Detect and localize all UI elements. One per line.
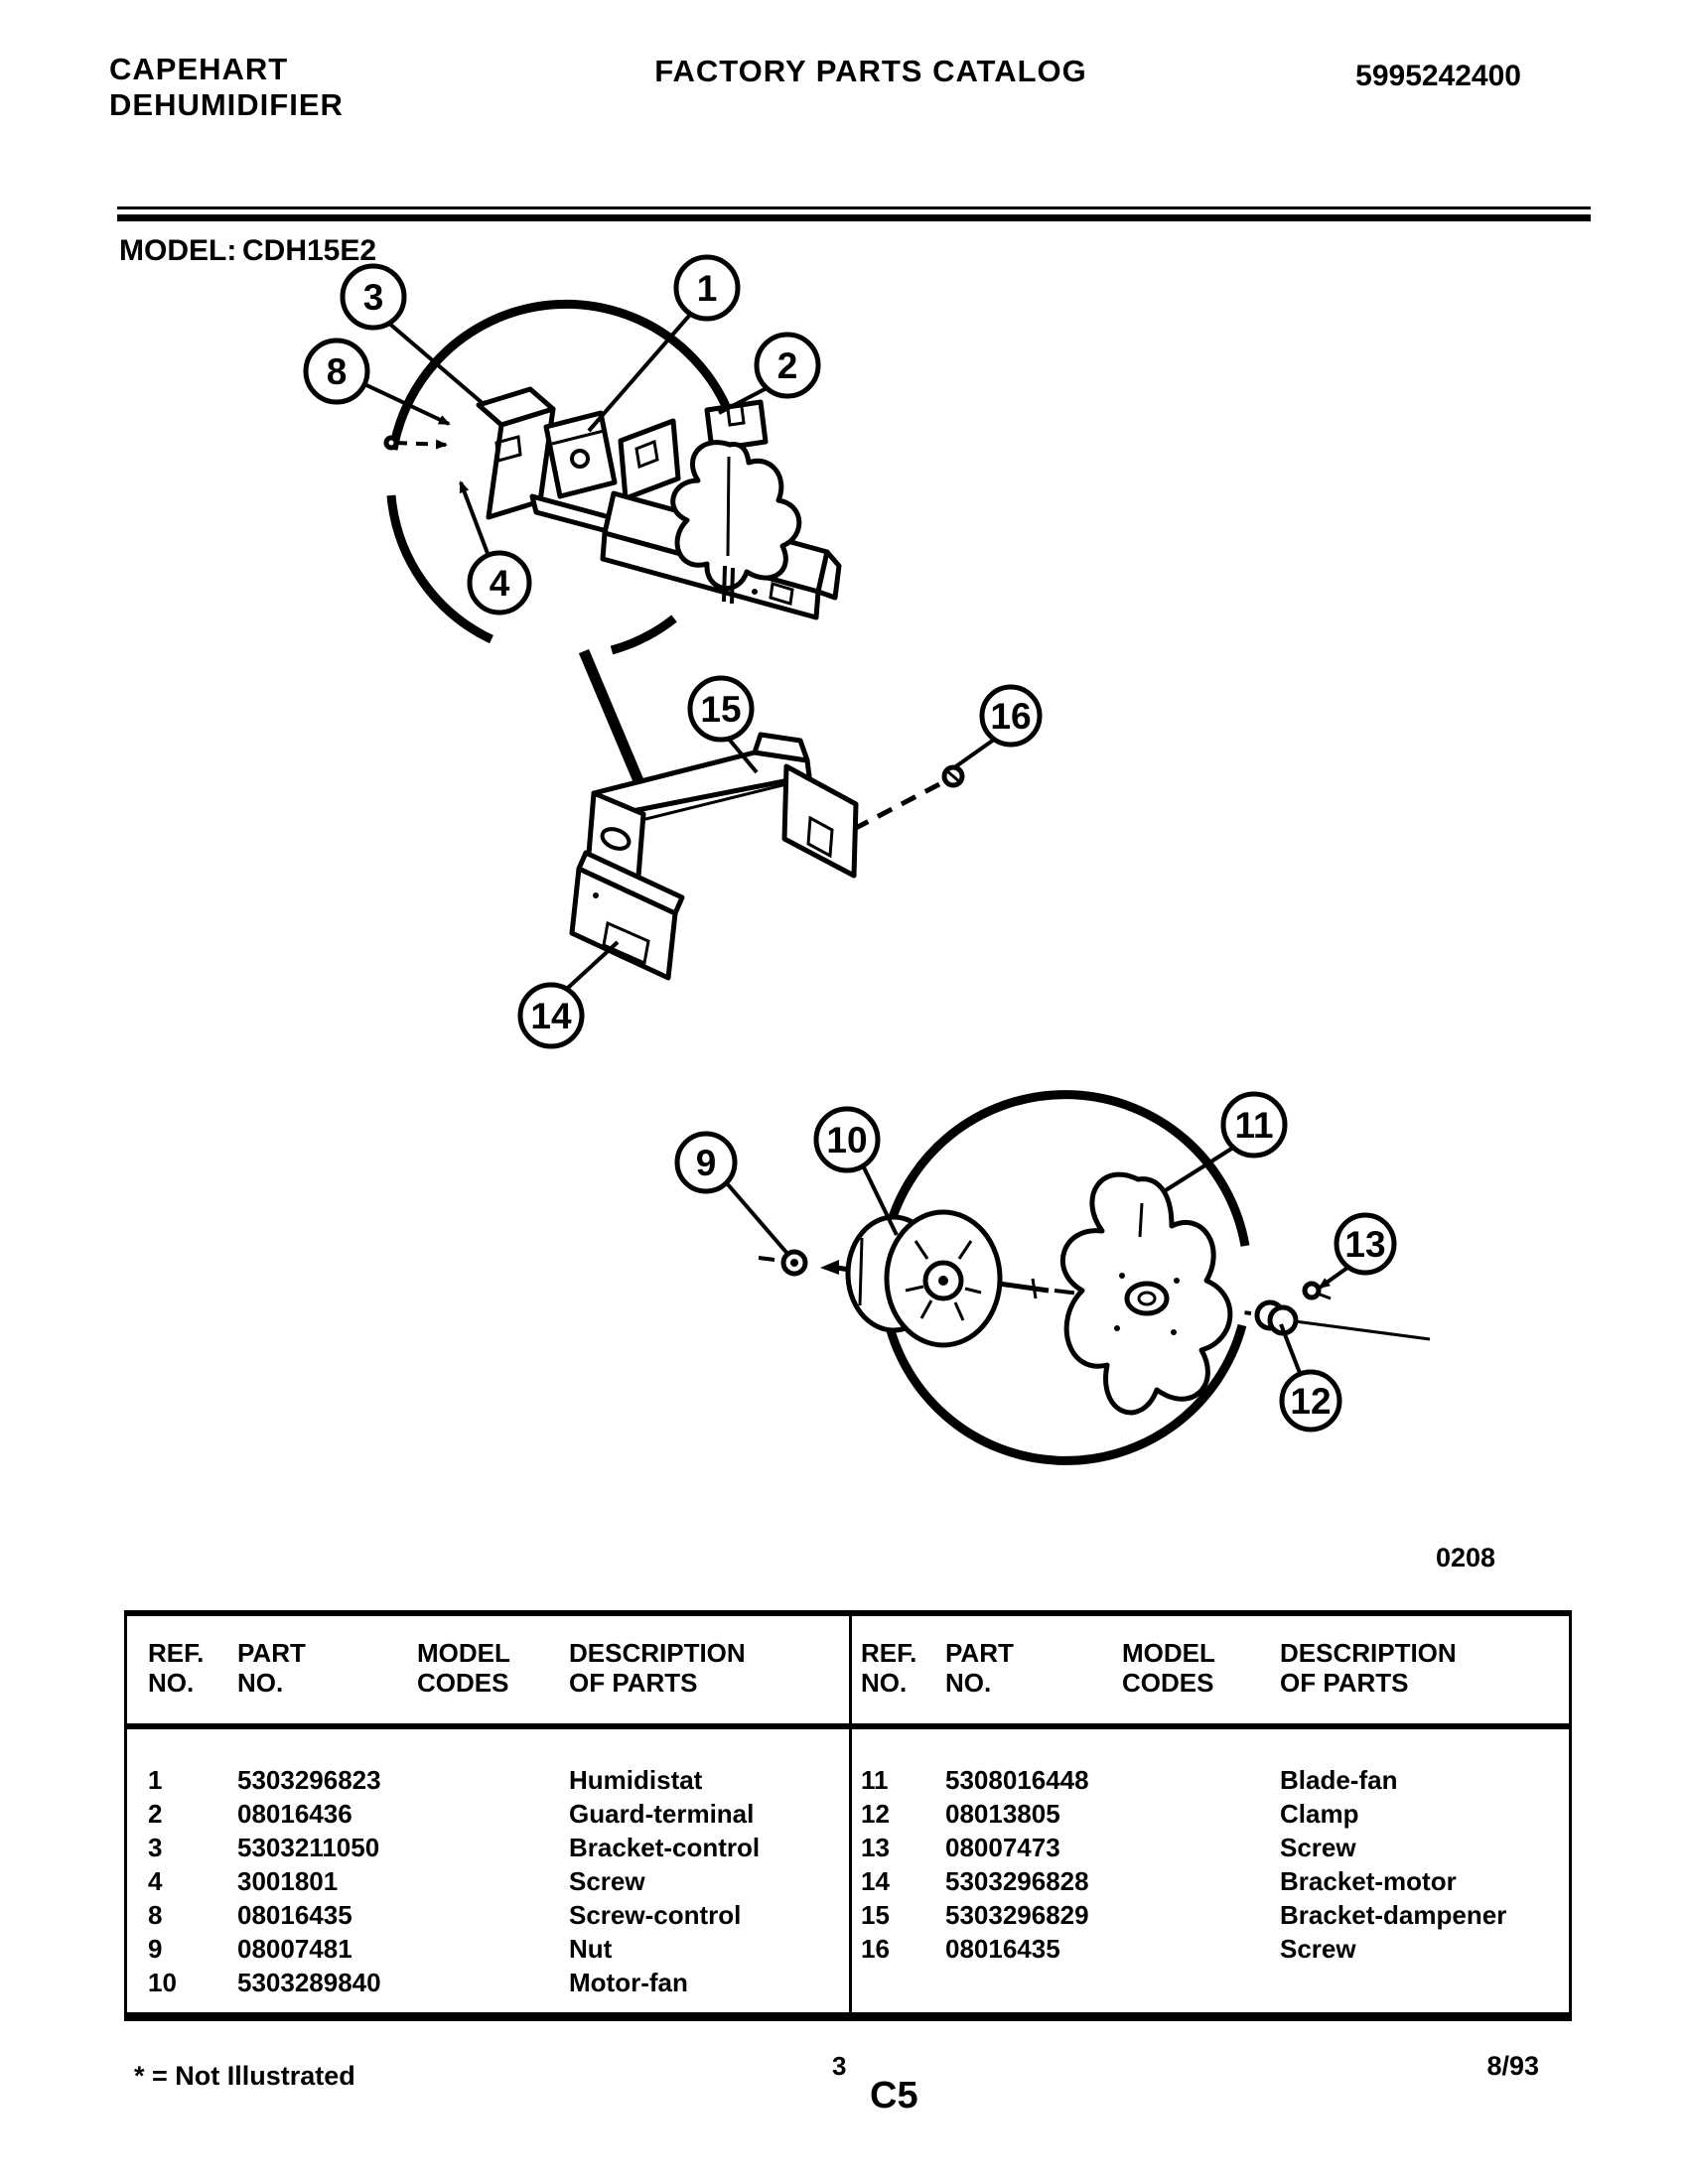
- callout-14-leader: [568, 942, 618, 988]
- cell-desc: Nut: [569, 1934, 613, 1964]
- cell-part: 08016435: [237, 1900, 352, 1930]
- callout-4-number: 4: [489, 563, 510, 604]
- table-row: [852, 1831, 1569, 1864]
- table-row: [127, 1898, 849, 1932]
- table-row: [852, 1797, 1569, 1831]
- callout-16: [953, 687, 1040, 768]
- cell-desc: Bracket-dampener: [1280, 1900, 1507, 1930]
- col-header-codes: MODEL CODES: [417, 1638, 510, 1698]
- cell-desc: Humidistat: [569, 1765, 703, 1795]
- callout-4-leader: [461, 482, 489, 556]
- date-code: 8/93: [1486, 2051, 1539, 2081]
- cell-part: 08007473: [945, 1833, 1060, 1862]
- callout-12-number: 12: [1290, 1381, 1332, 1422]
- cell-part: 08016436: [237, 1799, 352, 1829]
- cell-codes: [1122, 1831, 1280, 1864]
- fan-motor-drawing: [820, 1212, 1049, 1345]
- cell-desc: Clamp: [1280, 1799, 1359, 1829]
- callout-1-number: 1: [696, 268, 718, 309]
- cell-ref: 16: [861, 1934, 890, 1964]
- table-rows-left: [127, 1729, 849, 1999]
- table-row: [852, 1898, 1569, 1932]
- cell-ref: 4: [148, 1866, 163, 1896]
- table-row: [127, 1864, 849, 1898]
- parts-table: [124, 1610, 1572, 2021]
- callout-14: [520, 942, 618, 1046]
- cell-part: 08013805: [945, 1799, 1060, 1829]
- callout-8: [306, 341, 449, 424]
- cell-codes: [1122, 1763, 1280, 1797]
- cell-desc: Screw: [1280, 1934, 1356, 1964]
- clamp-drawing: [1257, 1302, 1296, 1333]
- table-row: [852, 1932, 1569, 1966]
- parts-table-left: [127, 1616, 852, 2012]
- cell-part: 08016435: [945, 1934, 1060, 1964]
- cell-desc: Screw-control: [569, 1900, 742, 1930]
- col-header-ref: REF. NO.: [148, 1638, 205, 1698]
- cell-ref: 14: [861, 1866, 890, 1896]
- cell-ref: 11: [861, 1765, 889, 1795]
- cell-desc: Blade-fan: [1280, 1765, 1398, 1795]
- table-row: [127, 1797, 849, 1831]
- callout-9-leader: [727, 1183, 789, 1256]
- cell-part: 5303211050: [237, 1833, 380, 1862]
- figure-code: 0208: [1436, 1543, 1496, 1572]
- humidistat-drawing: [546, 413, 615, 496]
- callout-16-leader: [953, 740, 994, 768]
- cell-part: 5303296829: [945, 1900, 1089, 1930]
- cell-desc: Screw: [569, 1866, 645, 1896]
- cell-desc: Motor-fan: [569, 1968, 688, 1997]
- cell-desc: Screw: [1280, 1833, 1356, 1862]
- brand-line-1: CAPEHART: [109, 52, 289, 86]
- cell-part: 5308016448: [945, 1765, 1089, 1795]
- cell-ref: 10: [148, 1968, 177, 1997]
- cell-codes: [1122, 1864, 1280, 1898]
- col-header-part: PART NO.: [945, 1638, 1014, 1698]
- cell-codes: [417, 1831, 569, 1864]
- plate-code: C5: [870, 2075, 918, 2116]
- callout-2-number: 2: [776, 345, 798, 386]
- table-row: [127, 1831, 849, 1864]
- table-row: [852, 1864, 1569, 1898]
- cell-part: 5303296828: [945, 1866, 1089, 1896]
- callout-16-number: 16: [990, 696, 1032, 737]
- col-header-ref: REF. NO.: [861, 1638, 917, 1698]
- cell-codes: [417, 1797, 569, 1831]
- cell-codes: [417, 1763, 569, 1797]
- callout-3-number: 3: [362, 277, 384, 318]
- callout-9: [677, 1134, 789, 1256]
- model-label: MODEL:: [119, 234, 237, 267]
- callout-15-number: 15: [700, 689, 742, 730]
- callout-13-leader: [1320, 1268, 1347, 1288]
- table-row: [127, 1763, 849, 1797]
- cell-part: 5303289840: [237, 1968, 381, 1997]
- cell-codes: [1122, 1898, 1280, 1932]
- callout-9-number: 9: [695, 1143, 717, 1183]
- motor-bracket-drawing: [572, 853, 682, 978]
- callout-1: [589, 257, 738, 431]
- cell-ref: 9: [148, 1934, 163, 1964]
- cell-part: 5303296823: [237, 1765, 381, 1795]
- cell-codes: [417, 1898, 569, 1932]
- cell-desc: Bracket-motor: [1280, 1866, 1457, 1896]
- cell-ref: 3: [148, 1833, 163, 1862]
- table-row: [127, 1932, 849, 1966]
- table-header-right: [852, 1616, 1569, 1729]
- col-header-codes: MODEL CODES: [1122, 1638, 1215, 1698]
- parts-table-right: [852, 1616, 1569, 2012]
- callout-11-number: 11: [1234, 1105, 1274, 1146]
- callout-13: [1320, 1215, 1394, 1288]
- table-row: [852, 1763, 1569, 1797]
- blade-screw-drawing: [1305, 1284, 1331, 1298]
- model-number: CDH15E2: [242, 234, 377, 267]
- cell-codes: [1122, 1797, 1280, 1831]
- cell-ref: 1: [148, 1765, 163, 1795]
- table-rows-right: [852, 1729, 1569, 1966]
- col-header-part: PART NO.: [237, 1638, 306, 1698]
- callout-14-number: 14: [530, 996, 572, 1036]
- control-screws-drawing: [386, 438, 446, 448]
- cell-ref: 8: [148, 1900, 163, 1930]
- publication-number: 5995242400: [1355, 60, 1521, 92]
- col-header-desc: DESCRIPTION OF PARTS: [1280, 1638, 1457, 1698]
- brand-line-2: DEHUMIDIFIER: [109, 87, 344, 122]
- table-header-left: [127, 1616, 849, 1729]
- cell-ref: 13: [861, 1833, 890, 1862]
- callout-10-number: 10: [826, 1120, 868, 1160]
- cell-ref: 2: [148, 1799, 163, 1829]
- cell-part: 3001801: [237, 1866, 339, 1896]
- cell-part: 08007481: [237, 1934, 352, 1964]
- cell-desc: Bracket-control: [569, 1833, 761, 1862]
- cell-codes: [417, 1966, 569, 1999]
- fan-blade-drawing: [1062, 1174, 1230, 1413]
- callout-2: [719, 335, 818, 413]
- table-row: [127, 1966, 849, 1999]
- cell-codes: [417, 1932, 569, 1966]
- cell-desc: Guard-terminal: [569, 1799, 755, 1829]
- page-title: FACTORY PARTS CATALOG: [654, 54, 1087, 88]
- dampener-screw-drawing: [856, 767, 962, 828]
- cell-ref: 12: [861, 1799, 890, 1829]
- callout-8-number: 8: [326, 351, 348, 392]
- callout-13-number: 13: [1344, 1224, 1386, 1265]
- page-number: 3: [832, 2051, 847, 2081]
- not-illustrated-note: * = Not Illustrated: [134, 2061, 355, 2091]
- cell-codes: [417, 1864, 569, 1898]
- cell-ref: 15: [861, 1900, 890, 1930]
- callout-12: [1281, 1324, 1339, 1430]
- col-header-desc: DESCRIPTION OF PARTS: [569, 1638, 746, 1698]
- cell-codes: [1122, 1932, 1280, 1966]
